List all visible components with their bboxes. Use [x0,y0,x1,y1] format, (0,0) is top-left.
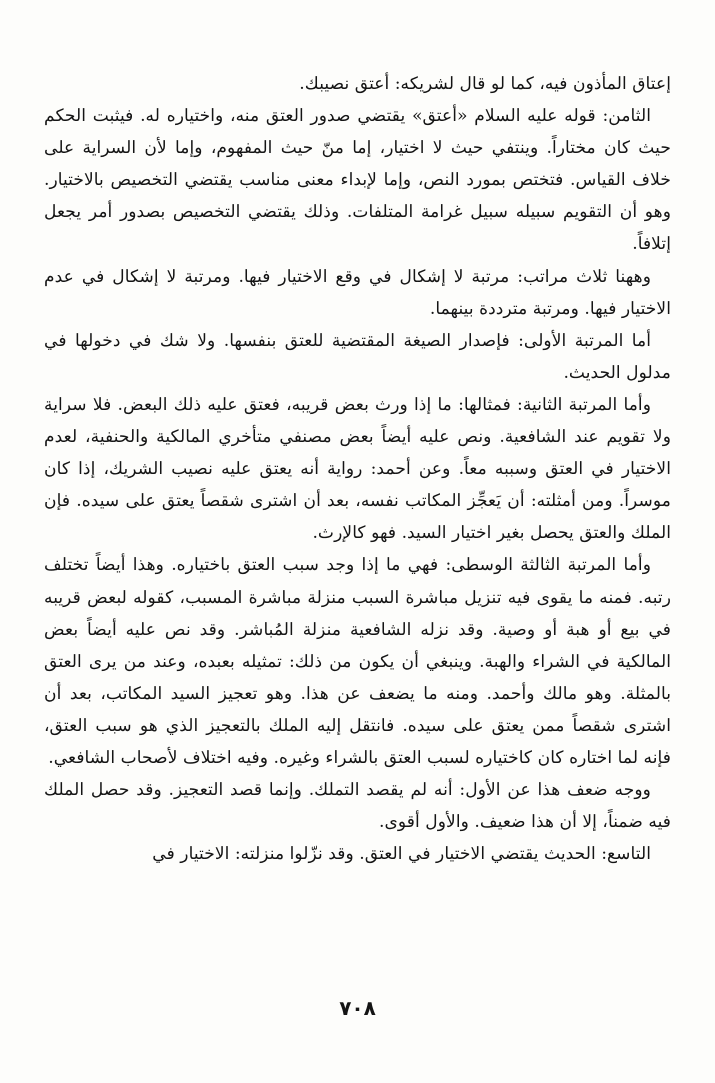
paragraph-7: ووجه ضعف هذا عن الأول: أنه لم يقصد التملك. وإنما قصد التعجيز. وقد حصل الملك فيه ضمناً، إلا أن هذا ضعيف. والأول أقوى. [44,780,671,833]
paragraph-5: وأما المرتبة الثانية: فمثالها: ما إذا ورث بعض قريبه، فعتق عليه ذلك البعض. فلا سراية ولا تقويم عند الشافعية. ونص عليه أيضاً بعض مصنفي متأخري المالكية والحنفية، لعدم الاختيار في العتق وسببه معاً. وعن أحمد: رواية أنه يعتق عليه نصيب الشريك، إذا كان موسراً. ومن أمثلته: أن يَعجِّز المكاتب نفسه، بعد أن اشترى شقصاً يعتق على سيده. فإن الملك والعتق يحصل بغير اختيار السيد. فهو كالإرث. [44,394,671,544]
paragraph-3: وههنا ثلاث مراتب: مرتبة لا إشكال في وقع الاختيار فيها. ومرتبة لا إشكال في عدم الاختيار فيها. ومرتبة مترددة بينهما. [44,266,671,319]
paragraph-6: وأما المرتبة الثالثة الوسطى: فهي ما إذا وجد سبب العتق باختياره. وهذا أيضاً تختلف رتبه. فمنه ما يقوى فيه تنزيل مباشرة السبب منزلة مباشرة المسبب، كقوله لبعض قريبه في بيع أو هبة أو وصية. وقد نزله الشافعية منزلة المُباشر. وقد نص عليه أيضاً بعض المالكية في الشراء والهبة. وينبغي أن يكون من ذلك: تمثيله بعبده، وعند من يرى العتق بالمثلة. وهو مالك وأحمد. ومنه ما يضعف عن هذا. وهو تعجيز السيد المكاتب، بعد أن اشترى شقصاً ممن يعتق على سيده. فانتقل إليه الملك بالتعجيز الذي هو سبب العتق، فإنه لما اختاره كان كاختياره لسبب العتق بالشراء وغيره. وفيه اختلاف لأصحاب الشافعي. [44,555,671,768]
paragraph-2: الثامن: قوله عليه السلام «أعتق» يقتضي صدور العتق منه، واختياره له. فيثبت الحكم حيث كان مختاراً. وينتفي حيث لا اختيار، إما منّ حيث المفهوم، وإما لأن السراية على خلاف القياس. فتختص بمورد النص، وإما لإبداء معنى مناسب يقتضي التخصيص بالاختيار. وهو أن التقويم سبيله سبيل غرامة المتلفات. وذلك يقتضي التخصيص بصدور أمر يجعل إتلافاً. [44,106,671,255]
paragraph-1: إعتاق المأذون فيه، كما لو قال لشريكه: أعتق نصيبك. [299,74,671,94]
page-number: ٧٠٨ [339,996,376,1020]
paragraph-8: التاسع: الحديث يقتضي الاختيار في العتق. وقد نزّلوا منزلته: الاختيار في [152,844,651,865]
paragraph-4: أما المرتبة الأولى: فإصدار الصيغة المقتضية للعتق بنفسها. ولا شك في دخولها في مدلول الحديث. [44,330,671,383]
body-text [44,68,671,870]
